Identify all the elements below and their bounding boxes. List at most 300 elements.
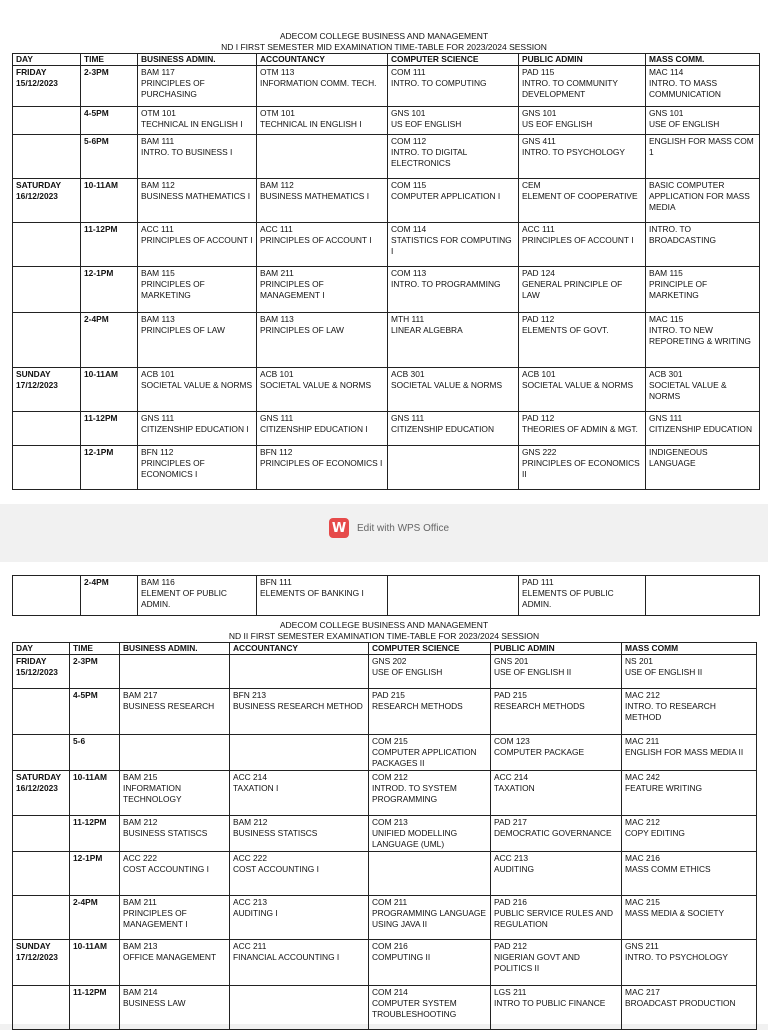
business-admin-cell-line: TECHNICAL IN ENGLISH I [141, 119, 243, 129]
time-cell [70, 735, 120, 771]
day-cell [13, 852, 70, 896]
table-row [13, 771, 757, 816]
business-admin-cell-line: BUSINESS LAW [123, 998, 186, 1008]
public-admin-cell-line: ACC 111 [522, 224, 555, 234]
mass-comm-cell [646, 107, 760, 135]
day-cell [13, 412, 81, 446]
computer-science-cell-line: COM 114 [391, 224, 427, 234]
time-cell [70, 940, 120, 986]
column-header: DAY [13, 643, 70, 655]
day-cell [13, 771, 70, 816]
business-admin-cell [120, 816, 230, 852]
table-row [13, 896, 757, 940]
accountancy-cell-line: BUSINESS MATHEMATICS I [260, 191, 370, 201]
mass-comm-cell-line: MAC 211 [625, 736, 660, 746]
computer-science-cell-line: COM 213 [372, 817, 408, 827]
public-admin-cell [491, 940, 622, 986]
mass-comm-cell-line: MASS COMM ETHICS [625, 864, 711, 874]
accountancy-cell [230, 896, 369, 940]
wps-watermark-text: Edit with WPS Office [357, 522, 450, 534]
business-admin-cell [138, 223, 257, 267]
public-admin-cell [491, 735, 622, 771]
business-admin-cell [138, 107, 257, 135]
accountancy-cell [230, 771, 369, 816]
mass-comm-cell-line: INTRO. TO MASS COMMUNICATION [649, 78, 721, 99]
public-admin-cell-line: PAD 112 [522, 413, 555, 423]
day-cell [13, 655, 70, 689]
computer-science-cell-line: COMPUTING II [372, 952, 431, 962]
computer-science-cell-line: CITIZENSHIP EDUCATION [391, 424, 494, 434]
time-cell-line: 4-5PM [73, 690, 98, 700]
public-admin-cell-line: NIGERIAN GOVT AND POLITICS II [494, 952, 580, 973]
time-cell [70, 655, 120, 689]
mass-comm-cell-line: COPY EDITING [625, 828, 685, 838]
business-admin-cell-line: OTM 101 [141, 108, 176, 118]
business-admin-cell-line: BAM 112 [141, 180, 175, 190]
column-header: TIME [70, 643, 120, 655]
column-header: COMPUTER SCIENCE [369, 643, 491, 655]
business-admin-cell-line: BAM 212 [123, 817, 158, 827]
computer-science-cell [369, 689, 491, 735]
computer-science-cell [388, 412, 519, 446]
computer-science-cell-line: COM 211 [372, 897, 408, 907]
business-admin-cell-line: PRINCIPLES OF MARKETING [141, 279, 205, 300]
business-admin-cell-line: BUSINESS MATHEMATICS I [141, 191, 251, 201]
time-cell-line: 12-1PM [84, 268, 114, 278]
business-admin-cell [138, 135, 257, 179]
computer-science-cell-line: COM 216 [372, 941, 408, 951]
public-admin-cell [519, 313, 646, 368]
mass-comm-cell [646, 179, 760, 223]
time-cell [81, 412, 138, 446]
day-cell [13, 223, 81, 267]
accountancy-cell-line: PRINCIPLES OF ECONOMICS I [260, 458, 383, 468]
table-row [13, 179, 760, 223]
computer-science-cell-line: INTRO. TO PROGRAMMING [391, 279, 501, 289]
accountancy-cell-line: ACB 101 [260, 369, 294, 379]
mass-comm-cell-line: MAC 212 [625, 817, 660, 827]
time-cell [81, 368, 138, 412]
table-row [13, 986, 757, 1030]
public-admin-cell [491, 816, 622, 852]
public-admin-cell-line: RESEARCH METHODS [494, 701, 585, 711]
accountancy-cell-line: PRINCIPLES OF ACCOUNT I [260, 235, 372, 245]
page1-title-line1: ADECOM COLLEGE BUSINESS AND MANAGEMENT [279, 31, 489, 41]
mass-comm-cell [622, 771, 757, 816]
public-admin-cell-line: INTRO TO PUBLIC FINANCE [494, 998, 606, 1008]
table-row [13, 576, 760, 616]
business-admin-cell-line: BAM 116 [141, 577, 175, 587]
accountancy-cell-line: GNS 111 [260, 413, 294, 423]
computer-science-cell [369, 940, 491, 986]
accountancy-cell-line: BFN 213 [233, 690, 267, 700]
time-cell [81, 446, 138, 490]
computer-science-cell-line: GNS 111 [391, 413, 425, 423]
business-admin-cell-line: PRINCIPLES OF PURCHASING [141, 78, 205, 99]
column-header: BUSINESS ADMIN. [120, 643, 230, 655]
accountancy-cell-line: BFN 112 [260, 447, 293, 457]
column-header: PUBLIC ADMIN [491, 643, 622, 655]
accountancy-cell-line: BUSINESS STATISCS [233, 828, 318, 838]
column-header: ACCOUNTANCY [257, 54, 388, 66]
business-admin-cell [138, 368, 257, 412]
accountancy-cell-line: PRINCIPLES OF MANAGEMENT I [260, 279, 325, 300]
page1-title-line2: ND I FIRST SEMESTER MID EXAMINATION TIME-TABLE FOR 2023/2024 SESSION [221, 42, 547, 52]
mass-comm-cell-line: NS 201 [625, 656, 653, 666]
mass-comm-cell-line: ENGLISH FOR MASS MEDIA II [625, 747, 744, 757]
accountancy-cell-line: ACC 111 [260, 224, 293, 234]
accountancy-cell [230, 986, 369, 1030]
computer-science-cell [388, 223, 519, 267]
mass-comm-cell [622, 852, 757, 896]
day-cell [13, 135, 81, 179]
mass-comm-cell-line: INDIGENEOUS LANGUAGE [649, 447, 708, 468]
accountancy-cell [230, 689, 369, 735]
time-cell-line: 4-5PM [84, 108, 109, 118]
computer-science-cell-line: PROGRAMMING LANGUAGE USING JAVA II [372, 908, 487, 929]
business-admin-cell-line: PRINCIPLES OF ECONOMICS I [141, 458, 205, 479]
day-cell [13, 446, 81, 490]
time-cell-line: 2-3PM [73, 656, 98, 666]
computer-science-cell [369, 655, 491, 689]
business-admin-cell-line: COST ACCOUNTING I [123, 864, 209, 874]
computer-science-cell-line: LINEAR ALGEBRA [391, 325, 463, 335]
public-admin-cell-line: DEMOCRATIC GOVERNANCE [494, 828, 612, 838]
time-cell [81, 223, 138, 267]
day-cell [13, 986, 70, 1030]
time-cell-line: 10-11AM [84, 369, 118, 379]
computer-science-cell-line: SOCIETAL VALUE & NORMS [391, 380, 503, 390]
business-admin-cell-line: BUSINESS STATISCS [123, 828, 208, 838]
time-cell [81, 179, 138, 223]
time-cell-line: 2-4PM [84, 577, 109, 587]
computer-science-cell [388, 179, 519, 223]
computer-science-cell [369, 735, 491, 771]
mass-comm-cell [622, 896, 757, 940]
accountancy-cell [257, 107, 388, 135]
accountancy-cell [230, 816, 369, 852]
time-cell-line: 11-12PM [84, 413, 118, 423]
time-cell [81, 107, 138, 135]
day-cell [13, 896, 70, 940]
business-admin-cell-line: SOCIETAL VALUE & NORMS [141, 380, 253, 390]
mass-comm-cell-line: GNS 211 [625, 941, 659, 951]
time-cell-line: 10-11AM [73, 772, 107, 782]
public-admin-cell-line: LGS 211 [494, 987, 527, 997]
accountancy-cell [257, 368, 388, 412]
document-page-2 [0, 562, 768, 1024]
computer-science-cell [369, 852, 491, 896]
accountancy-cell-line: BAM 113 [260, 314, 294, 324]
mass-comm-cell [646, 135, 760, 179]
public-admin-cell [491, 655, 622, 689]
accountancy-cell-line: SOCIETAL VALUE & NORMS [260, 380, 372, 390]
table-row [13, 655, 757, 689]
public-admin-cell-line: ELEMENTS OF GOVT. [522, 325, 609, 335]
public-admin-cell-line: ACC 214 [494, 772, 528, 782]
time-cell-line: 2-4PM [73, 897, 98, 907]
accountancy-cell-line: INFORMATION COMM. TECH. [260, 78, 377, 88]
mass-comm-cell [622, 689, 757, 735]
accountancy-cell [230, 852, 369, 896]
mass-comm-cell-line: USE OF ENGLISH [649, 119, 720, 129]
accountancy-cell-line: ELEMENTS OF BANKING I [260, 588, 364, 598]
business-admin-cell-line: OFFICE MANAGEMENT [123, 952, 217, 962]
computer-science-cell-line: COM 113 [391, 268, 427, 278]
accountancy-cell [230, 735, 369, 771]
time-cell-line: 11-12PM [84, 224, 118, 234]
mass-comm-cell [646, 313, 760, 368]
business-admin-cell [138, 446, 257, 490]
nd1-timetable [12, 53, 760, 490]
accountancy-cell-line: BFN 111 [260, 577, 292, 587]
day-cell-line: FRIDAY 15/12/2023 [16, 67, 58, 88]
business-admin-cell-line: INTRO. TO BUSINESS I [141, 147, 233, 157]
public-admin-cell-line: INTRO. TO COMMUNITY DEVELOPMENT [522, 78, 618, 99]
accountancy-cell-line: TECHNICAL IN ENGLISH I [260, 119, 362, 129]
business-admin-cell-line: BAM 217 [123, 690, 158, 700]
day-cell [13, 313, 81, 368]
time-cell-line: 5-6 [73, 736, 86, 746]
public-admin-cell-line: US EOF ENGLISH [522, 119, 593, 129]
computer-science-cell-line: US EOF ENGLISH [391, 119, 462, 129]
public-admin-cell [519, 412, 646, 446]
accountancy-cell-line: AUDITING I [233, 908, 278, 918]
mass-comm-cell [646, 66, 760, 107]
mass-comm-cell-line: USE OF ENGLISH II [625, 667, 703, 677]
computer-science-cell-line: COMPUTER SYSTEM TROUBLESHOOTING [372, 998, 457, 1019]
column-header: BUSINESS ADMIN. [138, 54, 257, 66]
public-admin-cell [519, 446, 646, 490]
table-row [13, 368, 760, 412]
mass-comm-cell-line: INTRO. TO PSYCHOLOGY [625, 952, 729, 962]
day-cell [13, 735, 70, 771]
mass-comm-cell [622, 735, 757, 771]
mass-comm-cell-line: MAC 115 [649, 314, 684, 324]
table-row [13, 412, 760, 446]
day-cell [13, 66, 81, 107]
table-row [13, 735, 757, 771]
business-admin-cell-line: ACC 222 [123, 853, 157, 863]
accountancy-cell-line: CITIZENSHIP EDUCATION I [260, 424, 368, 434]
public-admin-cell-line: PAD 115 [522, 67, 555, 77]
mass-comm-cell-line: SOCIETAL VALUE & NORMS [649, 380, 727, 401]
business-admin-cell-line: INFORMATION TECHNOLOGY [123, 783, 182, 804]
business-admin-cell [138, 576, 257, 616]
business-admin-cell-line: PRINCIPLES OF LAW [141, 325, 225, 335]
business-admin-cell-line: BAM 111 [141, 136, 175, 146]
column-header: PUBLIC ADMIN [519, 54, 646, 66]
accountancy-cell-line: ACC 222 [233, 853, 267, 863]
business-admin-cell [120, 896, 230, 940]
accountancy-cell-line: ACC 213 [233, 897, 267, 907]
accountancy-cell [257, 576, 388, 616]
accountancy-cell [257, 179, 388, 223]
public-admin-cell [519, 576, 646, 616]
mass-comm-cell-line: MAC 114 [649, 67, 684, 77]
header-row [13, 643, 757, 655]
day-cell [13, 940, 70, 986]
computer-science-cell-line: MTH 111 [391, 314, 425, 324]
public-admin-cell-line: GNS 101 [522, 108, 557, 118]
business-admin-cell [120, 852, 230, 896]
mass-comm-cell [646, 223, 760, 267]
accountancy-cell-line: ACC 214 [233, 772, 267, 782]
time-cell [70, 689, 120, 735]
public-admin-cell [491, 689, 622, 735]
day-cell [13, 816, 70, 852]
mass-comm-cell-line: MAC 212 [625, 690, 660, 700]
public-admin-cell-line: GNS 201 [494, 656, 529, 666]
time-cell-line: 2-3PM [84, 67, 109, 77]
mass-comm-cell-line: ENGLISH FOR MASS COM 1 [649, 136, 754, 157]
accountancy-cell [230, 655, 369, 689]
business-admin-cell [138, 267, 257, 313]
public-admin-cell [519, 267, 646, 313]
page2-title-line1: ADECOM COLLEGE BUSINESS AND MANAGEMENT [279, 620, 489, 630]
mass-comm-cell-line: MASS MEDIA & SOCIETY [625, 908, 725, 918]
mass-comm-cell [622, 940, 757, 986]
accountancy-cell-line: ACC 211 [233, 941, 267, 951]
mass-comm-cell [622, 655, 757, 689]
computer-science-cell-line: ACB 301 [391, 369, 425, 379]
mass-comm-cell-line: MAC 216 [625, 853, 660, 863]
computer-science-cell-line: INTROD. TO SYSTEM PROGRAMMING [372, 783, 457, 804]
public-admin-cell-line: USE OF ENGLISH II [494, 667, 572, 677]
business-admin-cell [138, 313, 257, 368]
computer-science-cell-line: COM 111 [391, 67, 426, 77]
accountancy-cell [257, 412, 388, 446]
public-admin-cell-line: COMPUTER PACKAGE [494, 747, 585, 757]
business-admin-cell-line: CITIZENSHIP EDUCATION I [141, 424, 249, 434]
computer-science-cell [388, 267, 519, 313]
business-admin-cell-line: ACB 101 [141, 369, 175, 379]
public-admin-cell-line: PRINCIPLES OF ACCOUNT I [522, 235, 634, 245]
table-row [13, 107, 760, 135]
mass-comm-cell-line: INTRO. TO BROADCASTING [649, 224, 717, 245]
business-admin-cell [138, 66, 257, 107]
computer-science-cell [388, 446, 519, 490]
public-admin-cell [519, 66, 646, 107]
table-row [13, 689, 757, 735]
public-admin-cell-line: INTRO. TO PSYCHOLOGY [522, 147, 626, 157]
day-cell [13, 576, 81, 616]
day-cell-line: SATURDAY 16/12/2023 [16, 772, 61, 793]
computer-science-cell [388, 313, 519, 368]
time-cell-line: 11-12PM [73, 817, 107, 827]
day-cell-line: FRIDAY 15/12/2023 [16, 656, 58, 677]
mass-comm-cell-line: MAC 217 [625, 987, 660, 997]
mass-comm-cell-line: GNS 101 [649, 108, 684, 118]
table-row [13, 66, 760, 107]
public-admin-cell-line: PAD 216 [494, 897, 527, 907]
day-cell [13, 689, 70, 735]
computer-science-cell-line: COM 214 [372, 987, 408, 997]
mass-comm-cell-line: ACB 301 [649, 369, 683, 379]
accountancy-cell [257, 446, 388, 490]
day-cell [13, 107, 81, 135]
public-admin-cell-line: GNS 222 [522, 447, 557, 457]
column-header: DAY [13, 54, 81, 66]
computer-science-cell-line: COM 115 [391, 180, 427, 190]
business-admin-cell-line: PRINCIPLES OF ACCOUNT I [141, 235, 253, 245]
accountancy-cell [257, 313, 388, 368]
column-header: MASS COMM. [646, 54, 760, 66]
time-cell [70, 986, 120, 1030]
mass-comm-cell-line: CITIZENSHIP EDUCATION [649, 424, 752, 434]
business-admin-cell-line: BAM 113 [141, 314, 175, 324]
day-cell-line: SATURDAY 16/12/2023 [16, 180, 61, 201]
day-cell [13, 368, 81, 412]
public-admin-cell-line: PUBLIC SERVICE RULES AND REGULATION [494, 908, 613, 929]
computer-science-cell [388, 368, 519, 412]
mass-comm-cell-line: BROADCAST PRODUCTION [625, 998, 736, 1008]
table-row [13, 135, 760, 179]
public-admin-cell-line: AUDITING [494, 864, 535, 874]
mass-comm-cell [646, 368, 760, 412]
public-admin-cell-line: ACB 101 [522, 369, 556, 379]
computer-science-cell-line: COMPUTER APPLICATION PACKAGES II [372, 747, 477, 768]
time-cell [81, 313, 138, 368]
computer-science-cell [388, 576, 519, 616]
public-admin-cell [491, 771, 622, 816]
business-admin-cell-line: BAM 117 [141, 67, 175, 77]
public-admin-cell [491, 852, 622, 896]
public-admin-cell-line: ACC 213 [494, 853, 528, 863]
accountancy-cell-line: BUSINESS RESEARCH METHOD [233, 701, 363, 711]
computer-science-cell-line: INTRO. TO DIGITAL ELECTRONICS [391, 147, 468, 168]
mass-comm-cell [646, 267, 760, 313]
public-admin-cell-line: GNS 411 [522, 136, 556, 146]
computer-science-cell-line: UNIFIED MODELLING LANGUAGE (UML) [372, 828, 458, 849]
day-cell-line: SUNDAY 17/12/2023 [16, 941, 58, 962]
time-cell-line: 12-1PM [73, 853, 103, 863]
accountancy-cell [257, 135, 388, 179]
accountancy-cell [257, 267, 388, 313]
mass-comm-cell [646, 576, 760, 616]
time-cell-line: 2-4PM [84, 314, 109, 324]
computer-science-cell [369, 896, 491, 940]
time-cell [70, 852, 120, 896]
table-row [13, 223, 760, 267]
header-row [13, 54, 760, 66]
computer-science-cell-line: COM 212 [372, 772, 408, 782]
table-row [13, 816, 757, 852]
business-admin-cell-line: BAM 115 [141, 268, 175, 278]
day-cell [13, 267, 81, 313]
computer-science-cell [369, 986, 491, 1030]
business-admin-cell-line: BAM 215 [123, 772, 158, 782]
public-admin-cell-line: PAD 112 [522, 314, 555, 324]
public-admin-cell-line: ELEMENTS OF PUBLIC ADMIN. [522, 588, 614, 609]
public-admin-cell [491, 896, 622, 940]
public-admin-cell-line: PAD 111 [522, 577, 554, 587]
public-admin-cell-line: COM 123 [494, 736, 530, 746]
time-cell [81, 66, 138, 107]
mass-comm-cell-line: BAM 115 [649, 268, 683, 278]
column-header: TIME [81, 54, 138, 66]
table-row [13, 852, 757, 896]
time-cell-line: 5-6PM [84, 136, 109, 146]
business-admin-cell-line: PRINCIPLES OF MANAGEMENT I [123, 908, 188, 929]
computer-science-cell [388, 66, 519, 107]
public-admin-cell [491, 986, 622, 1030]
nd1-timetable-continued [12, 575, 760, 616]
public-admin-cell-line: PAD 217 [494, 817, 527, 827]
computer-science-cell [369, 771, 491, 816]
public-admin-cell-line: PAD 124 [522, 268, 555, 278]
page2-title-line2: ND II FIRST SEMESTER EXAMINATION TIME-TABLE FOR 2023/2024 SESSION [228, 631, 540, 641]
